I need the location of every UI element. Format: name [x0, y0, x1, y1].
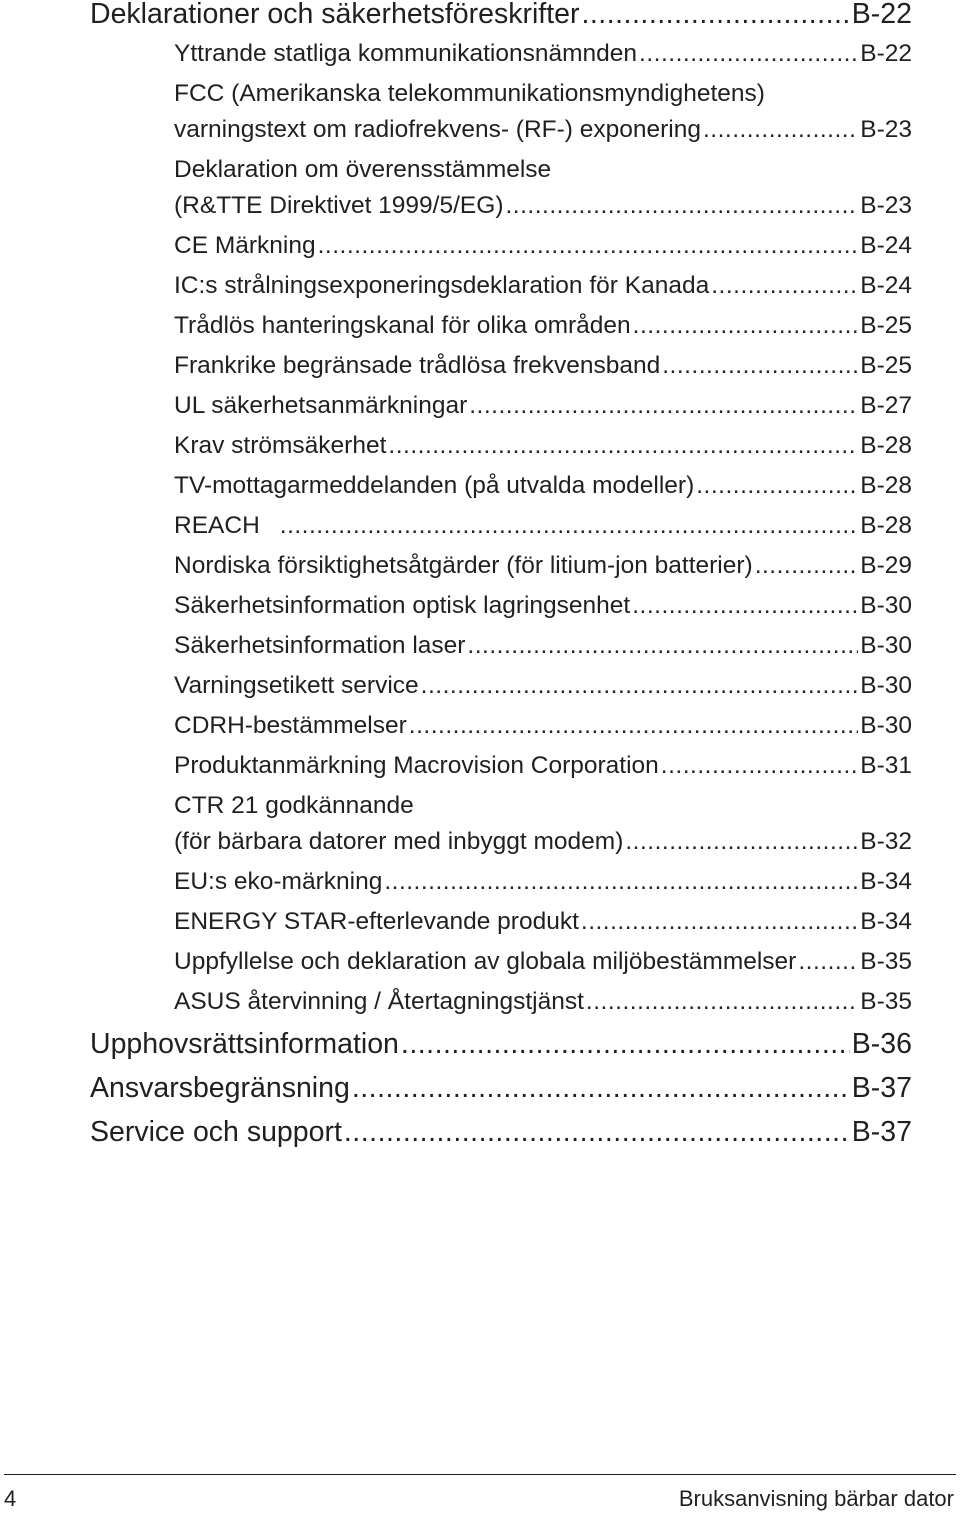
toc-leader-dots	[798, 948, 858, 976]
toc-entry[interactable]	[174, 40, 912, 68]
toc-leader-dots	[581, 908, 858, 936]
toc-entry-title: CDRH-bestämmelser	[174, 712, 407, 739]
toc-entry-title: TV-mottagarmeddelanden (på utvalda modeller)	[174, 472, 695, 499]
toc-entry-page: B-36	[851, 1028, 912, 1060]
toc-entry-title: Service och support	[90, 1116, 342, 1148]
toc-entry[interactable]	[174, 472, 912, 500]
toc-entry[interactable]	[174, 752, 912, 780]
toc-entry-page: B-23	[860, 116, 912, 143]
toc-entry-page: B-34	[860, 908, 912, 935]
toc-entry[interactable]	[90, 1028, 912, 1061]
toc-entry-page: B-30	[860, 592, 912, 619]
toc-entry-title: (för bärbara datorer med inbyggt modem)	[174, 828, 624, 855]
toc-entry[interactable]	[90, 0, 912, 31]
toc-entry-title: Nordiska försiktighetsåtgärder (för litium-jon batterier)	[174, 552, 753, 579]
toc-entry-page: B-23	[860, 192, 912, 219]
toc-leader-dots	[469, 392, 858, 420]
toc-entry-page: B-31	[860, 752, 912, 779]
toc-entry-title: varningstext om radiofrekvens- (RF-) exponering	[174, 116, 701, 143]
toc-leader-dots	[633, 312, 859, 340]
toc-entry[interactable]	[174, 908, 912, 936]
toc-leader-dots	[696, 472, 858, 500]
toc-entry-page: B-22	[860, 40, 912, 67]
toc-entry-page: B-24	[860, 232, 912, 259]
toc-entry-title: Uppfyllelse och deklaration av globala miljöbestämmelser	[174, 948, 797, 975]
toc-entry-page: B-24	[860, 272, 912, 299]
toc-leader-dots	[467, 632, 858, 660]
toc-entry-title-line1: Deklaration om överensstämmelse	[174, 156, 552, 183]
toc-leader-dots	[711, 272, 858, 300]
toc-entry[interactable]	[174, 192, 912, 220]
toc-entry[interactable]	[90, 1072, 912, 1105]
toc-leader-dots	[280, 512, 858, 540]
toc-entry[interactable]	[174, 632, 912, 660]
toc-entry[interactable]	[174, 712, 912, 740]
toc-entry-title: Krav strömsäkerhet	[174, 432, 387, 459]
toc-entry-page: B-37	[851, 1116, 912, 1148]
toc-leader-dots	[384, 868, 858, 896]
toc-leader-dots	[639, 40, 858, 68]
toc-entry[interactable]	[174, 232, 912, 260]
toc-entry-title: Säkerhetsinformation optisk lagringsenhet	[174, 592, 631, 619]
toc-leader-dots	[586, 988, 858, 1016]
footer-document-title: Bruksanvisning bärbar dator	[678, 1486, 954, 1511]
toc-entry-page: B-30	[860, 672, 912, 699]
toc-entry[interactable]	[174, 116, 912, 144]
toc-entry-title: IC:s strålningsexponeringsdeklaration för Kanada	[174, 272, 710, 299]
toc-entry[interactable]	[174, 432, 912, 460]
toc-leader-dots	[409, 712, 858, 740]
toc-entry-page: B-25	[860, 352, 912, 379]
toc-entry-title: ENERGY STAR-efterlevande produkt	[174, 908, 579, 935]
toc-entry-page: B-28	[860, 432, 912, 459]
toc-entry[interactable]	[90, 1116, 912, 1149]
toc-leader-dots	[505, 192, 858, 220]
toc-leader-dots	[755, 552, 859, 580]
toc-entry-page: B-28	[860, 472, 912, 499]
toc-leader-dots	[352, 1072, 850, 1105]
toc-entry[interactable]	[174, 948, 912, 976]
toc-entry-title-line1: FCC (Amerikanska telekommunikationsmyndighetens)	[174, 80, 765, 107]
toc-entry-page: B-35	[860, 948, 912, 975]
toc-entry-page: B-37	[851, 1072, 912, 1104]
toc-entry[interactable]	[174, 988, 912, 1016]
toc-entry[interactable]	[174, 312, 912, 340]
toc-entry-title: Frankrike begränsade trådlösa frekvensband	[174, 352, 661, 379]
toc-leader-dots	[662, 352, 858, 380]
toc-entry-title: Trådlös hanteringskanal för olika områden	[174, 312, 631, 339]
toc-entry-page: B-30	[860, 632, 912, 659]
toc-entry-title: Upphovsrättsinformation	[90, 1028, 399, 1060]
toc-entry-title: CE Märkning	[174, 232, 316, 259]
toc-entry-title: REACH	[174, 512, 260, 539]
toc-entry-title: EU:s eko-märkning	[174, 868, 383, 895]
toc-entry[interactable]	[174, 592, 912, 620]
toc-leader-dots	[703, 116, 858, 144]
toc-entry-page: B-32	[860, 828, 912, 855]
toc-entry-page: B-28	[860, 512, 912, 539]
toc-leader-dots	[581, 0, 849, 31]
toc-entry[interactable]	[174, 352, 912, 380]
toc-entry-page: B-27	[860, 392, 912, 419]
footer-divider	[4, 1474, 956, 1475]
toc-entry-title: Deklarationer och säkerhetsföreskrifter	[90, 0, 580, 30]
toc-entry-page: B-25	[860, 312, 912, 339]
toc-leader-dots	[625, 828, 858, 856]
toc-entry-page: B-34	[860, 868, 912, 895]
toc-leader-dots	[388, 432, 858, 460]
toc-entry-title: Varningsetikett service	[174, 672, 419, 699]
toc-leader-dots	[344, 1116, 850, 1149]
toc-leader-dots	[318, 232, 859, 260]
toc-entry-title: Produktanmärkning Macrovision Corporation	[174, 752, 659, 779]
toc-entry[interactable]	[174, 828, 912, 856]
toc-entry[interactable]	[174, 868, 912, 896]
toc-entry-page: B-29	[860, 552, 912, 579]
toc-entry-page: B-22	[851, 0, 912, 30]
toc-leader-dots	[401, 1028, 850, 1061]
toc-entry[interactable]	[174, 392, 912, 420]
toc-entry-title-line1: CTR 21 godkännande	[174, 792, 414, 819]
toc-entry-title: Säkerhetsinformation laser	[174, 632, 466, 659]
toc-leader-dots	[421, 672, 859, 700]
toc-entry[interactable]	[174, 272, 912, 300]
toc-entry-title: ASUS återvinning / Återtagningstjänst	[174, 988, 584, 1015]
toc-entry-title: (R&TTE Direktivet 1999/5/EG)	[174, 192, 504, 219]
toc-leader-dots	[661, 752, 858, 780]
toc-entry-title: Yttrande statliga kommunikationsnämnden	[174, 40, 638, 67]
toc-entry[interactable]	[174, 672, 912, 700]
footer-page-number: 4	[4, 1486, 17, 1511]
toc-entry[interactable]	[174, 552, 912, 580]
toc-entry[interactable]	[174, 512, 912, 540]
toc-leader-dots	[632, 592, 858, 620]
toc-entry-title: Ansvarsbegränsning	[90, 1072, 350, 1104]
toc-entry-title: UL säkerhetsanmärkningar	[174, 392, 468, 419]
toc-entry-page: B-35	[860, 988, 912, 1015]
toc-entry-page: B-30	[860, 712, 912, 739]
